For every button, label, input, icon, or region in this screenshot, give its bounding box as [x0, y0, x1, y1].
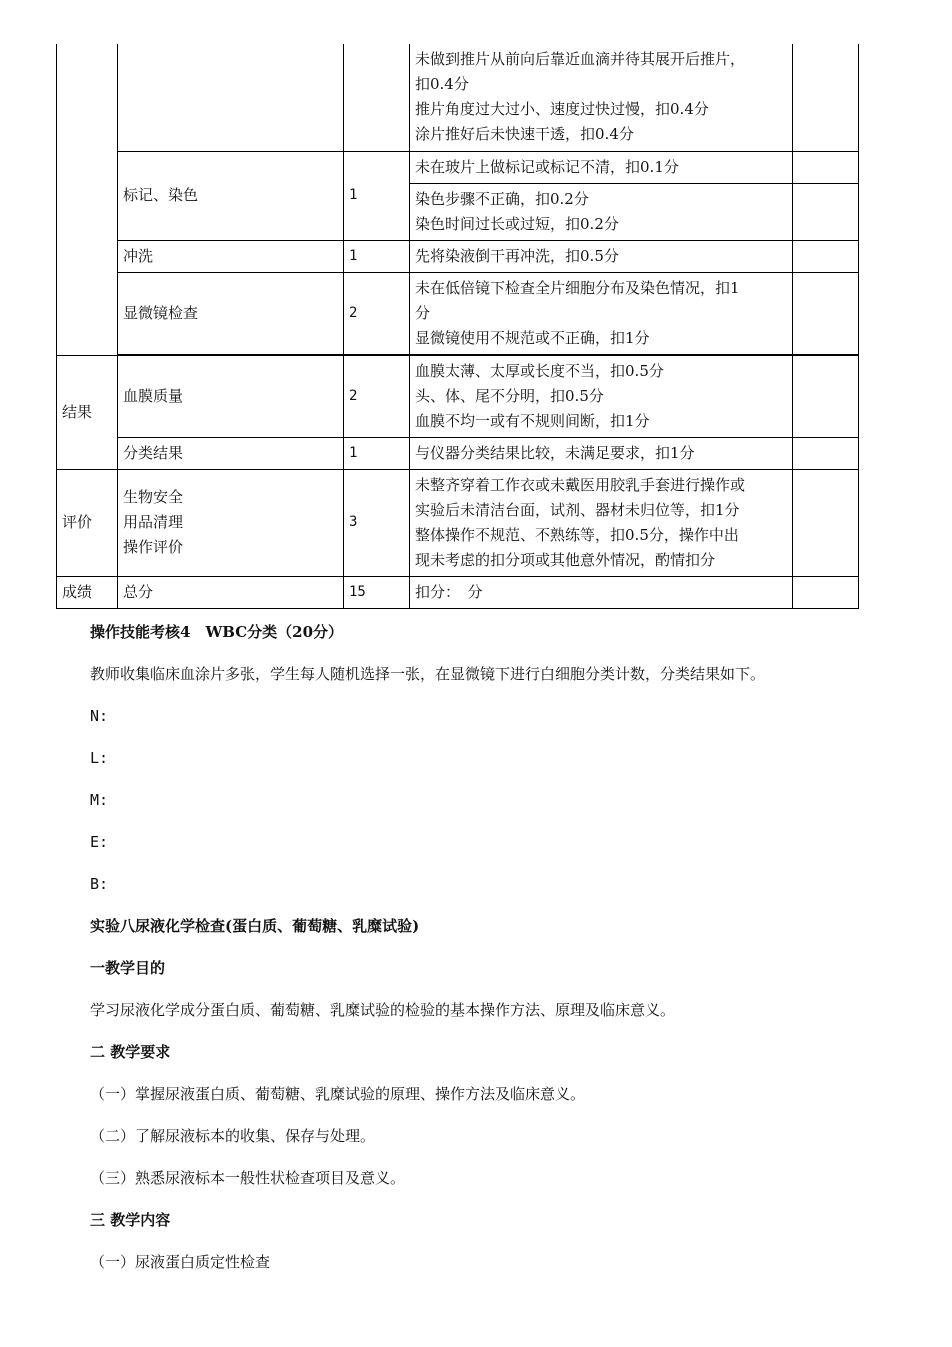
- category-cell: 成绩: [57, 576, 118, 608]
- category-cell: 评价: [57, 469, 118, 576]
- table-row: [57, 576, 859, 608]
- score-cell: 1: [344, 240, 410, 272]
- score-blank-cell: [793, 272, 859, 354]
- table-row: [57, 240, 859, 272]
- score-cell: [344, 44, 410, 151]
- score-blank-cell: [793, 355, 859, 437]
- score-cell: 3: [344, 469, 410, 576]
- cell-label-b: B:: [90, 875, 109, 893]
- item-cell: 冲洗: [118, 240, 344, 272]
- score-cell: 2: [344, 355, 410, 437]
- category-cell: 结果: [57, 355, 118, 469]
- item-cell: 总分: [118, 576, 344, 608]
- score-cell: 1: [344, 437, 410, 469]
- requirement-item: （二）了解尿液标本的收集、保存与处理。: [90, 1127, 376, 1145]
- deduction-cell: 先将染液倒干再冲洗，扣0.5分: [410, 240, 793, 272]
- table-row: [57, 469, 859, 576]
- deduction-cell: 染色步骤不正确，扣0.2分 染色时间过长或过短，扣0.2分: [410, 183, 793, 240]
- item-cell: 标记、染色: [118, 151, 344, 240]
- deduction-cell: 未在低倍镜下检查全片细胞分布及染色情况，扣1 分 显微镜使用不规范或不正确，扣1分: [410, 272, 793, 354]
- deduction-cell: 未在玻片上做标记或标记不清，扣0.1分: [410, 151, 793, 183]
- score-blank-cell: [793, 469, 859, 576]
- exam-title: 操作技能考核4 WBC分类（20分）: [90, 623, 344, 641]
- section-heading: 一教学目的: [90, 959, 166, 977]
- cell-label-m: M:: [90, 791, 109, 809]
- table-row: [57, 437, 859, 469]
- grading-table: [56, 44, 859, 609]
- score-blank-cell: [793, 151, 859, 183]
- content-item: （一）尿液蛋白质定性检查: [90, 1253, 271, 1271]
- deduction-cell: 未整齐穿着工作衣或未戴医用胶乳手套进行操作或 实验后未清洁台面，试剂、器材未归位等，扣1分 整体操作不规范、不熟练等，扣0.5分，操作中出 现未考虑的扣分项或其他意外情况，酌情扣分: [410, 469, 793, 576]
- item-cell: 生物安全 用品清理 操作评价: [118, 469, 344, 576]
- score-cell: 1: [344, 151, 410, 240]
- item-cell: 分类结果: [118, 437, 344, 469]
- section-body: 学习尿液化学成分蛋白质、葡萄糖、乳糜试验的检验的基本操作方法、原理及临床意义。: [90, 1001, 676, 1019]
- score-blank-cell: [793, 240, 859, 272]
- score-blank-cell: [793, 576, 859, 608]
- category-cell: [57, 44, 118, 355]
- cell-label-e: E:: [90, 833, 109, 851]
- requirement-item: （三）熟悉尿液标本一般性状检查项目及意义。: [90, 1169, 406, 1187]
- item-cell: 血膜质量: [118, 355, 344, 437]
- cell-label-n: N:: [90, 707, 109, 725]
- deduction-cell: 与仪器分类结果比较，未满足要求，扣1分: [410, 437, 793, 469]
- section-heading: 二 教学要求: [90, 1043, 171, 1061]
- section-heading: 三 教学内容: [90, 1211, 171, 1229]
- requirement-item: （一）掌握尿液蛋白质、葡萄糖、乳糜试验的原理、操作方法及临床意义。: [90, 1085, 586, 1103]
- exam-description: 教师收集临床血涂片多张，学生每人随机选择一张，在显微镜下进行白细胞分类计数，分类结果如下。: [90, 665, 766, 683]
- table-row: [57, 151, 859, 183]
- item-cell: 显微镜检查: [118, 272, 344, 354]
- score-blank-cell: [793, 437, 859, 469]
- table-row: [57, 44, 859, 151]
- score-cell: 2: [344, 272, 410, 354]
- table-row: [57, 272, 859, 354]
- deduction-cell: 扣分： 分: [410, 576, 793, 608]
- cell-label-l: L:: [90, 749, 109, 767]
- item-cell: [118, 44, 344, 151]
- deduction-cell: 血膜太薄、太厚或长度不当，扣0.5分 头、体、尾不分明，扣0.5分 血膜不均一或有不规则间断，扣1分: [410, 355, 793, 437]
- deduction-cell: 未做到推片从前向后靠近血滴并待其展开后推片， 扣0.4分 推片角度过大过小、速度过快过慢，扣0.4分 涂片推好后未快速干透，扣0.4分: [410, 44, 793, 151]
- score-blank-cell: [793, 183, 859, 240]
- experiment-title: 实验八尿液化学检查(蛋白质、葡萄糖、乳糜试验): [90, 917, 420, 935]
- table-row: [57, 355, 859, 437]
- score-cell: 15: [344, 576, 410, 608]
- score-blank-cell: [793, 44, 859, 151]
